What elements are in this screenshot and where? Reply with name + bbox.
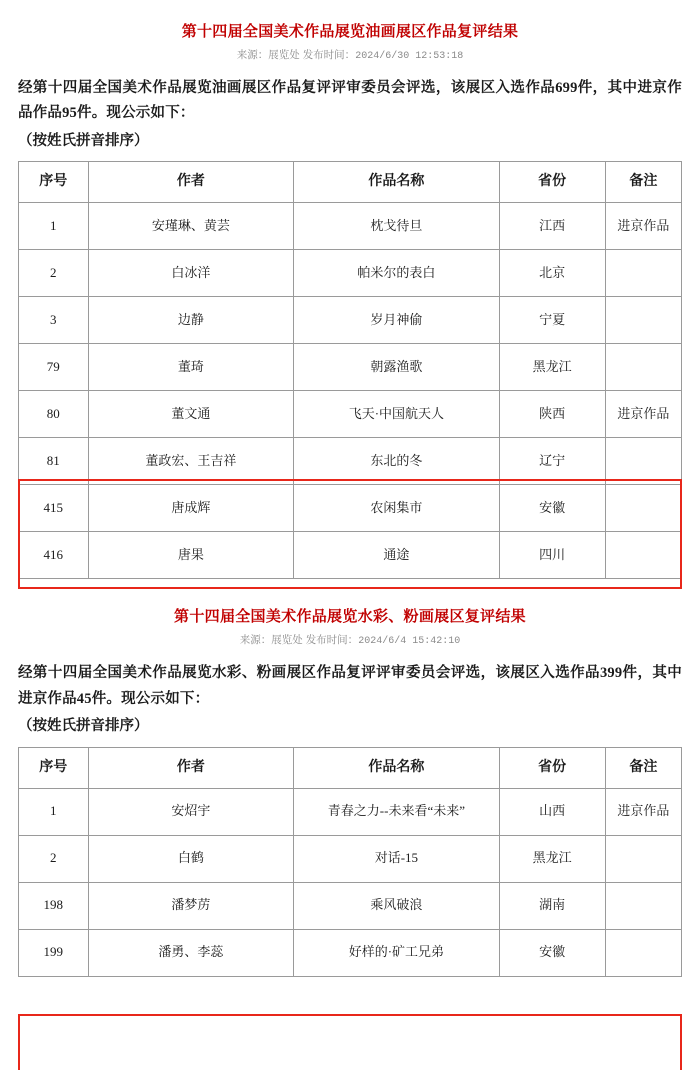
cell-author: 董政宏、王吉祥 [88, 438, 294, 485]
section-watercolor [18, 605, 682, 976]
table-row [19, 391, 682, 438]
cell-no: 3 [19, 297, 89, 344]
cell-province: 黑龙江 [499, 835, 605, 882]
cell-no: 80 [19, 391, 89, 438]
col-header-work: 作品名称 [294, 162, 500, 203]
section1-title: 第十四届全国美术作品展览油画展区作品复评结果 [181, 24, 519, 40]
cell-no: 1 [19, 203, 89, 250]
highlight-box-section2 [18, 1014, 682, 1070]
cell-province: 安徽 [499, 485, 605, 532]
cell-note [605, 250, 681, 297]
table-row [19, 297, 682, 344]
section1-publish-time: 2024/6/30 12:53:18 [355, 51, 464, 62]
cell-work: 对话-15 [294, 835, 500, 882]
cell-note [605, 929, 681, 976]
table-row [19, 882, 682, 929]
cell-author: 安炤宇 [88, 788, 294, 835]
cell-work: 飞天·中国航天人 [294, 391, 500, 438]
cell-province: 宁夏 [499, 297, 605, 344]
cell-note [605, 297, 681, 344]
section2-publish-label: 发布时间： [305, 634, 359, 647]
cell-work: 好样的·矿工兄弟 [294, 929, 500, 976]
cell-province: 安徽 [499, 929, 605, 976]
table-row [19, 203, 682, 250]
cell-note [605, 438, 681, 485]
col-header-province: 省份 [499, 747, 605, 788]
cell-author: 白鹤 [88, 835, 294, 882]
cell-province: 四川 [499, 532, 605, 579]
cell-no: 1 [19, 788, 89, 835]
section1-publish-label: 发布时间： [302, 49, 356, 61]
cell-author: 边静 [88, 297, 294, 344]
section2-publish-time: 2024/6/4 15:42:10 [358, 636, 461, 648]
cell-no: 2 [19, 250, 89, 297]
section2-table [18, 747, 682, 977]
cell-work: 农闲集市 [294, 485, 500, 532]
section2-title: 第十四届全国美术作品展览水彩、粉画展区复评结果 [174, 609, 526, 626]
section2-paragraph: 经第十四届全国美术作品展览水彩、粉画展区作品复评评审委员会评选，该展区入选作品399件，其中进京作品45件。现公示如下： [18, 665, 682, 707]
cell-work: 乘风破浪 [294, 882, 500, 929]
section1-order-note: （按姓氏拼音排序） [18, 132, 149, 149]
cell-note [605, 532, 681, 579]
col-header-note: 备注 [605, 162, 681, 203]
cell-no: 81 [19, 438, 89, 485]
cell-province: 陕西 [499, 391, 605, 438]
cell-province: 北京 [499, 250, 605, 297]
cell-no: 2 [19, 835, 89, 882]
cell-author: 安瑾琳、黄芸 [88, 203, 294, 250]
section2-meta [18, 632, 682, 647]
section2-order-note: （按姓氏拼音排序） [18, 718, 149, 735]
table-header-row [19, 162, 682, 203]
col-header-work: 作品名称 [294, 747, 500, 788]
cell-author: 董琦 [88, 344, 294, 391]
section1-paragraph: 经第十四届全国美术作品展览油画展区作品复评评审委员会评选，该展区入选作品699件，其中进京作品作品95件。现公示如下： [18, 80, 682, 122]
cell-no: 416 [19, 532, 89, 579]
table-row [19, 929, 682, 976]
cell-province: 湖南 [499, 882, 605, 929]
cell-work: 东北的冬 [294, 438, 500, 485]
cell-work: 朝露渔歌 [294, 344, 500, 391]
cell-province: 山西 [499, 788, 605, 835]
cell-note: 进京作品 [605, 203, 681, 250]
cell-no: 198 [19, 882, 89, 929]
cell-note [605, 835, 681, 882]
cell-work: 通途 [294, 532, 500, 579]
cell-author: 潘勇、李蕊 [88, 929, 294, 976]
section1-meta [18, 47, 682, 62]
table-row [19, 344, 682, 391]
section-oil-painting [18, 20, 682, 579]
table-header-row [19, 747, 682, 788]
cell-note [605, 882, 681, 929]
cell-note: 进京作品 [605, 788, 681, 835]
cell-province: 辽宁 [499, 438, 605, 485]
cell-no: 79 [19, 344, 89, 391]
cell-no: 199 [19, 929, 89, 976]
cell-province: 江西 [499, 203, 605, 250]
cell-author: 唐成辉 [88, 485, 294, 532]
table-row [19, 438, 682, 485]
cell-author: 董文通 [88, 391, 294, 438]
col-header-note: 备注 [605, 747, 681, 788]
cell-author: 潘梦苈 [88, 882, 294, 929]
col-header-no: 序号 [19, 162, 89, 203]
col-header-author: 作者 [88, 747, 294, 788]
cell-note [605, 344, 681, 391]
table-row [19, 250, 682, 297]
cell-note: 进京作品 [605, 391, 681, 438]
section1-source: 来源：展览处 [236, 49, 300, 61]
cell-province: 黑龙江 [499, 344, 605, 391]
cell-no: 415 [19, 485, 89, 532]
section1-table [18, 161, 682, 579]
cell-work: 枕戈待旦 [294, 203, 500, 250]
cell-work: 青春之力--未来看“未来” [294, 788, 500, 835]
table-row [19, 532, 682, 579]
cell-note [605, 485, 681, 532]
cell-work: 帕米尔的表白 [294, 250, 500, 297]
cell-work: 岁月神偷 [294, 297, 500, 344]
col-header-no: 序号 [19, 747, 89, 788]
cell-author: 唐果 [88, 532, 294, 579]
table-row [19, 835, 682, 882]
section2-source: 来源：展览处 [239, 634, 303, 647]
cell-author: 白冰洋 [88, 250, 294, 297]
col-header-author: 作者 [88, 162, 294, 203]
table-row [19, 485, 682, 532]
col-header-province: 省份 [499, 162, 605, 203]
table-row [19, 788, 682, 835]
